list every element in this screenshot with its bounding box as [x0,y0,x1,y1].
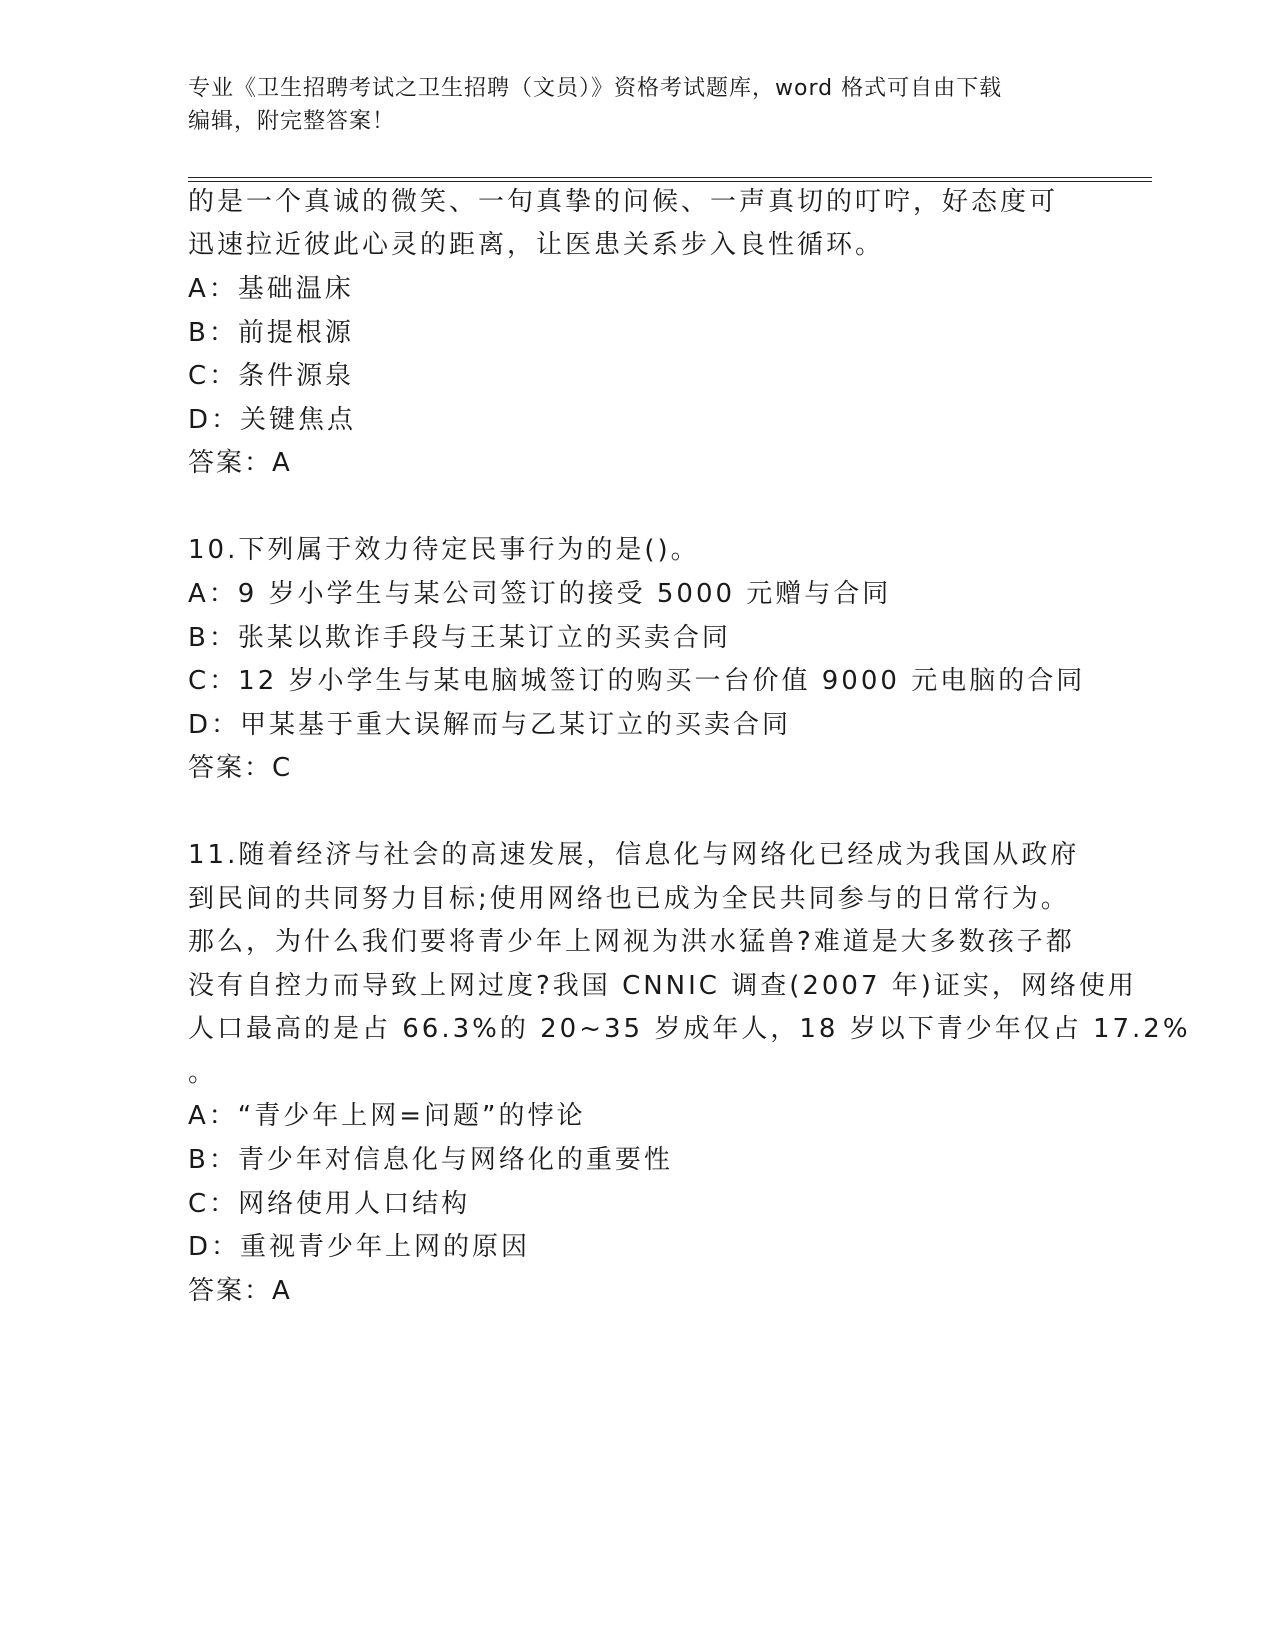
q9-stem-line-1: 的是一个真诚的微笑、一句真挚的问候、一声真切的叮咛，好态度可 [188,187,1059,217]
q11-stem-line-1: 11.随着经济与社会的高速发展，信息化与网络化已经成为我国从政府 [188,840,1080,870]
q9-option-b: B：前提根源 [188,318,354,348]
q11-stem-line-6: 。 [188,1058,218,1088]
q9-option-d: D：关键焦点 [188,405,357,435]
q11-answer: 答案：A [188,1276,292,1306]
q10-answer: 答案：C [188,753,293,783]
header-line-2: 编辑，附完整答案！ [188,109,396,134]
q11-stem-line-2: 到民间的共同努力目标;使用网络也已成为全民共同参与的日常行为。 [188,884,1070,914]
q11-stem-line-4: 没有自控力而导致上网过度?我国 CNNIC 调查(2007 年)证实，网络使用 [188,971,1137,1001]
header-divider [188,177,1152,182]
q9-option-a: A：基础温床 [188,274,354,304]
header-line-1: 专业《卫生招聘考试之卫生招聘（文员）》资格考试题库，word 格式可自由下载 [188,76,1003,101]
q11-option-c: C：网络使用人口结构 [188,1189,471,1219]
q11-option-d: D：重视青少年上网的原因 [188,1232,531,1262]
q11-stem-line-3: 那么，为什么我们要将青少年上网视为洪水猛兽?难道是大多数孩子都 [188,927,1075,957]
q10-stem: 10.下列属于效力待定民事行为的是()。 [188,535,700,565]
q11-option-b: B：青少年对信息化与网络化的重要性 [188,1145,673,1175]
q11-option-a: A：“青少年上网=问题”的悖论 [188,1101,586,1131]
q9-answer: 答案：A [188,448,292,478]
q10-option-a: A：9 岁小学生与某公司签订的接受 5000 元赠与合同 [188,579,892,609]
q9-stem-line-2: 迅速拉近彼此心灵的距离，让医患关系步入良性循环。 [188,230,885,260]
document-header [188,72,1088,138]
q11-stem-line-5: 人口最高的是占 66.3%的 20~35 岁成年人，18 岁以下青少年仅占 17.2% [188,1014,1191,1044]
q10-option-b: B：张某以欺诈手段与王某订立的买卖合同 [188,623,731,653]
q9-option-c: C：条件源泉 [188,361,355,391]
q10-option-d: D：甲某基于重大误解而与乙某订立的买卖合同 [188,710,792,740]
q10-option-c: C：12 岁小学生与某电脑城签订的购买一台价值 9000 元电脑的合同 [188,666,1086,696]
